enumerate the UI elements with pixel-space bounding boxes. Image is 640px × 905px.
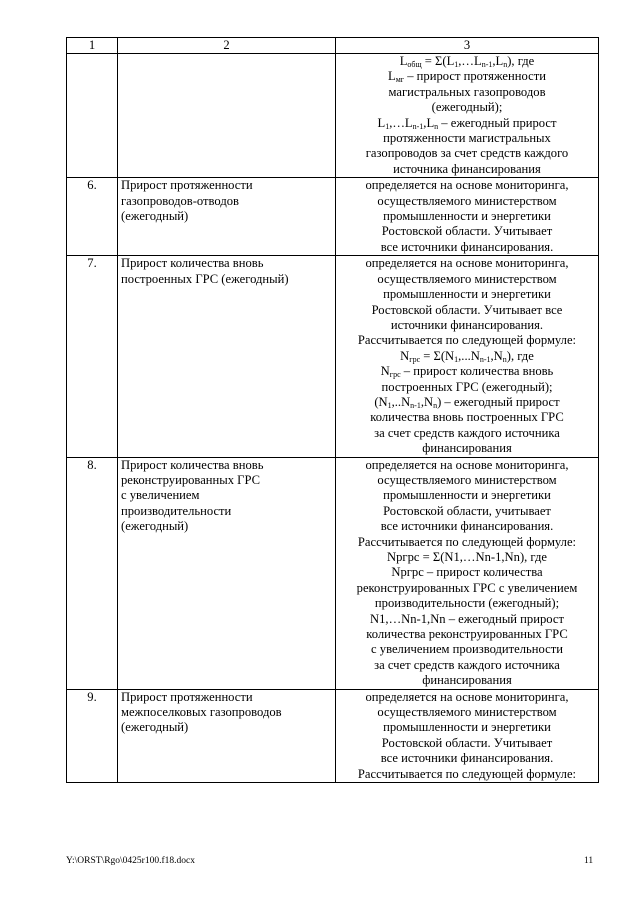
table-row-9 — [67, 689, 599, 782]
name-line: (ежегодный) — [121, 720, 189, 735]
formula-line: $N_{грс} = \Sigma(N_1,...N_{n-1},N_n)$, где — [400, 348, 534, 364]
text-line: протяженности магистральных — [383, 131, 551, 146]
indicator-name — [118, 256, 336, 457]
definition-line: $(N_1,..N_{n-1},N_n)$ – ежегодный прирост — [374, 394, 560, 410]
indicator-method — [336, 689, 599, 782]
text-line: все источники финансирования. — [380, 519, 554, 534]
cont-num-cell — [67, 54, 118, 178]
row-number: 9. — [67, 689, 118, 782]
name-line: Прирост протяженности — [121, 178, 253, 193]
cont-name-cell — [118, 54, 336, 178]
formula-line: $L_{общ}$ = $\Sigma(L_1,\dots L_{n-1},L_n)$, где — [399, 54, 535, 69]
text-line: промышленности и энергетики — [383, 209, 551, 224]
text-line: Ростовской области, учитывает — [383, 503, 551, 518]
text-line: магистральных газопроводов — [388, 84, 546, 99]
name-line: Прирост количества вновь — [121, 457, 264, 472]
text-line: Рассчитывается по следующей формуле: — [357, 766, 577, 781]
table-row-continuation — [67, 54, 599, 178]
table-row-7 — [67, 256, 599, 457]
indicator-method — [336, 256, 599, 457]
text-line: промышленности и энергетики — [383, 720, 551, 735]
text-line: финансирования — [422, 441, 512, 456]
name-line: Прирост протяженности — [121, 689, 253, 704]
text-line: количества вновь построенных ГРС — [370, 410, 564, 425]
definition-line: $L_{мг}$ – прирост протяженности — [388, 69, 546, 85]
text-line: (ежегодный); — [431, 100, 503, 115]
text-line: источники финансирования. — [390, 317, 544, 332]
indicator-method — [336, 178, 599, 256]
cont-desc-cell — [336, 54, 599, 178]
indicator-method — [336, 457, 599, 689]
row-number: 6. — [67, 178, 118, 256]
text-line: все источники финансирования. — [380, 751, 554, 766]
name-line: межпоселковых газопроводов — [121, 705, 282, 720]
text-line: Ростовской области. Учитывает все — [371, 302, 563, 317]
definition-line: $L_1,\dots L_{n-1},L_n$ – ежегодный прирост — [377, 115, 557, 131]
text-line: количества реконструированных ГРС — [366, 627, 568, 642]
text-line: определяется на основе мониторинга, — [365, 178, 569, 193]
text-line: промышленности и энергетики — [383, 287, 551, 302]
name-line: (ежегодный) — [121, 519, 189, 534]
row-number: 7. — [67, 256, 118, 457]
indicator-name — [118, 457, 336, 689]
page-number: 11 — [584, 856, 594, 866]
text-line: Рассчитывается по следующей формуле: — [357, 333, 577, 348]
text-line: определяется на основе мониторинга, — [365, 256, 569, 271]
text-line: определяется на основе мониторинга, — [365, 457, 569, 472]
text-line: осуществляемого министерством — [377, 472, 557, 487]
text-line: финансирования — [422, 673, 512, 688]
definition-line: $N_{грс}$ – прирост количества вновь — [380, 364, 554, 380]
name-line: (ежегодный) — [121, 209, 189, 224]
indicator-table — [66, 37, 599, 783]
header-col-2: 2 — [118, 38, 336, 54]
text-line: с увеличением производительности — [371, 642, 563, 657]
formula-line: Nргрс = Σ(N1,…Nn-1,Nn), где — [387, 550, 547, 564]
text-line: за счет средств каждого источника — [374, 425, 560, 440]
text-line: осуществляемого министерством — [377, 271, 557, 286]
name-line: реконструированных ГРС — [121, 472, 261, 487]
text-line: осуществляемого министерством — [377, 193, 557, 208]
table-row-8 — [67, 457, 599, 689]
text-line: реконструированных ГРС с увеличением — [356, 580, 578, 595]
header-col-3: 3 — [336, 38, 599, 54]
header-col-1: 1 — [67, 38, 118, 54]
table-row-6 — [67, 178, 599, 256]
name-line: построенных ГРС (ежегодный) — [121, 271, 289, 286]
header-row — [67, 38, 599, 54]
name-line: газопроводов-отводов — [121, 193, 240, 208]
text-line: все источники финансирования. — [380, 239, 554, 254]
indicator-name — [118, 689, 336, 782]
text-line: Ростовской области. Учитывает — [381, 224, 553, 239]
name-line: с увеличением — [121, 488, 200, 503]
text-line: Рассчитывается по следующей формуле: — [357, 534, 577, 549]
text-line: источника финансирования — [393, 161, 541, 176]
footer-file-path: Y:\ORST\Rgo\0425r100.f18.docx — [66, 856, 195, 866]
name-line: Прирост количества вновь — [121, 256, 264, 271]
text-line: производительности (ежегодный); — [374, 596, 560, 611]
text-line: за счет средств каждого источника — [374, 657, 560, 672]
indicator-name — [118, 178, 336, 256]
text-line: Ростовской области. Учитывает — [381, 735, 553, 750]
text-line: осуществляемого министерством — [377, 705, 557, 720]
definition-line: Nргрс – прирост количества — [391, 565, 543, 580]
definition-line: N1,…Nn-1,Nn – ежегодный прирост — [370, 611, 564, 626]
text-line: газопроводов за счет средств каждого — [365, 146, 569, 161]
row-number: 8. — [67, 457, 118, 689]
text-line: определяется на основе мониторинга, — [365, 689, 569, 704]
name-line: производительности — [121, 503, 232, 518]
text-line: промышленности и энергетики — [383, 488, 551, 503]
text-line: построенных ГРС (ежегодный); — [381, 379, 553, 394]
